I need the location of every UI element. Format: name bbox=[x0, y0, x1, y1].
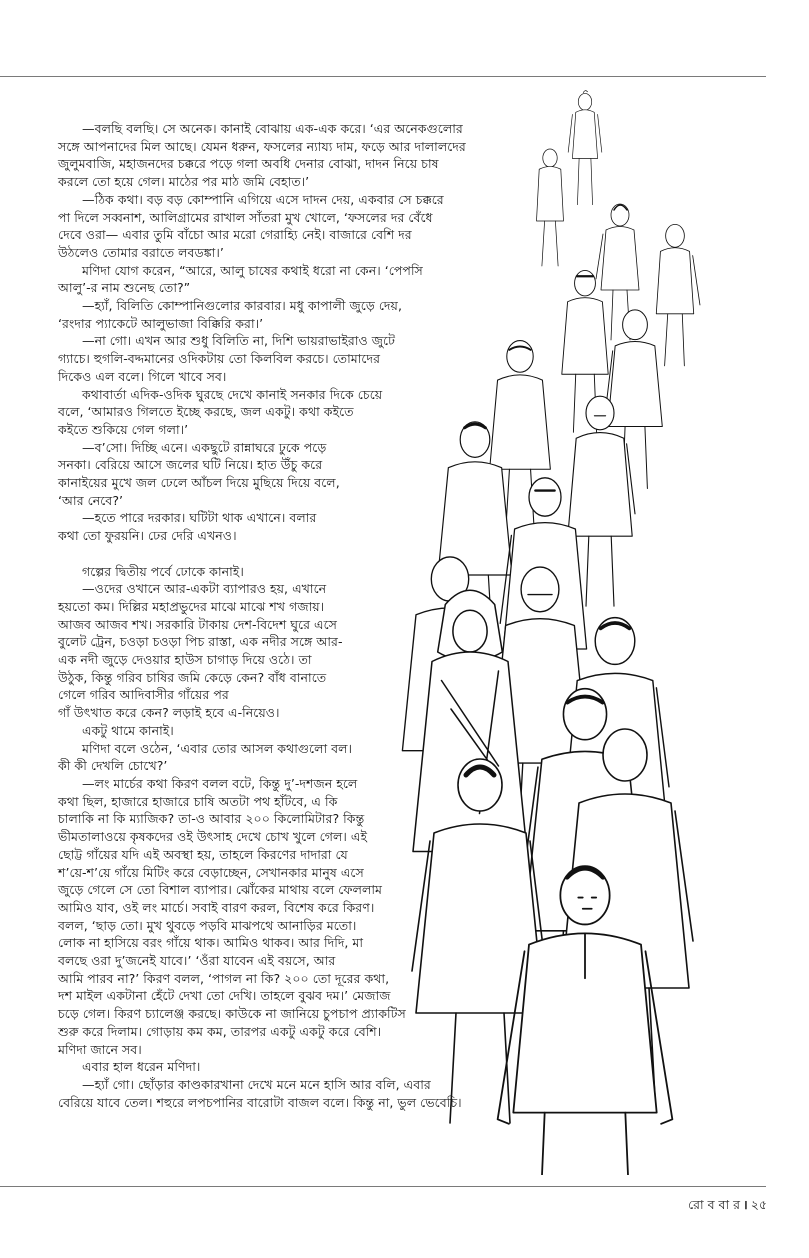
story-line: —ব’সো। দিচ্ছি এনে। একছুটে রান্নাঘরে ঢুকে পড়ে bbox=[82, 439, 327, 455]
story-line: এক নদী জুড়ে দেওয়ার হাউস চাগাড় দিয়ে ওঠে। তা bbox=[58, 652, 312, 668]
section-break-line: গল্পের দ্বিতীয় পর্বে ঢোকে কানাই। bbox=[82, 563, 244, 579]
bottom-rule bbox=[0, 1186, 766, 1187]
story-line: —ওদের ওখানে আর-একটা ব্যাপারও হয়, এখানে bbox=[82, 581, 327, 597]
story-line: মণিদা যোগ করেন, “আরে, আলু চাষের কথাই ধরো না কেন। ‘পেপসি bbox=[82, 262, 423, 278]
story-line: জুলুমবাজি, মহাজনদের চক্করে পড়ে গলা অবধি দেনার বোঝা, দাদন নিয়ে চাষ bbox=[58, 156, 439, 172]
story-line: হয়তো কম। দিল্লির মহাপ্রভুদের মাঝে মাঝে শখ গজায়। bbox=[58, 598, 325, 614]
story-line: জুড়ে গেলে সে তো বিশাল ব্যাপার। ঝোঁকের মাথায় বলে ফেললাম bbox=[58, 882, 382, 898]
story-line: এবার হাল ধরেন মণিদা। bbox=[82, 1059, 201, 1075]
story-line: আমিও যাব, ওই লং মার্চে। সবাই বারণ করল, বিশেষ করে কিরণ। bbox=[58, 899, 375, 915]
story-line: কথা ছিল, হাজারে হাজারে চাষি অতটা পথ হাঁটবে, এ কি bbox=[58, 793, 338, 809]
story-line: বলছে ওরা দু’জনেই যাবে।’ ‘ওঁরা যাবেন এই বয়সে, আর bbox=[58, 953, 336, 969]
story-line: বলল, ‘ছাড় তো। মুখ থুবড়ে পড়বি মাঝপথে আনাড়ির মতো। bbox=[58, 917, 357, 933]
story-line: কথা তো ফুরয়নি। ঢের দেরি এখনও। bbox=[58, 528, 237, 544]
page-number: ২৫ bbox=[750, 1197, 767, 1212]
story-line: চালাকি না কি ম্যাজিক? তা-ও আবার ২০০ কিলোমিটার? কিন্তু bbox=[58, 811, 365, 827]
story-line: কানাইয়ের মুখে জল ঢেলে আঁচল দিয়ে মুছিয়ে দিয়ে বলে, bbox=[58, 475, 340, 491]
story-line: ছোট্ট গাঁয়ের যদি এই অবস্থা হয়, তাহলে কিরণের দাদারা যে bbox=[58, 846, 348, 862]
story-line: লোক না হাসিয়ে বরং গাঁয়ে থাক। আমিও থাকব। আর দিদি, মা bbox=[58, 935, 364, 951]
figure-far-2 bbox=[537, 149, 564, 266]
story-line: সঙ্গে আপনাদের মিল আছে। যেমন ধরুন, ফসলের ন্যায্য দাম, ফড়ে আর দালালদের bbox=[58, 138, 466, 154]
story-line: —ঠিক কথা। বড় বড় কোম্পানি এগিয়ে এসে দাদন দেয়, একবার সে চক্করে bbox=[82, 191, 444, 207]
story-line: —হতে পারে দরকার। ঘটিটা থাক এখানে। বলার bbox=[82, 510, 317, 526]
story-line: —হ্যাঁ, বিলিতি কোম্পানিগুলোর কারবার। মধু কাপালী জুড়ে দেয়, bbox=[82, 298, 402, 314]
story-line: বুলেট ট্রেন, চওড়া চওড়া পিচ রাস্তা, এক নদীর সঙ্গে আর- bbox=[58, 634, 343, 650]
story-line: মণিদা জানে সব। bbox=[58, 1041, 142, 1057]
story-line: ‘রংদার প্যাকেটে আলুভাজা বিক্কিরি করা।’ bbox=[58, 315, 264, 331]
story-line: গেলে গরিব আদিবাসীর গাঁয়ের পর bbox=[58, 687, 229, 703]
publication-name: রো ব বা র bbox=[688, 1197, 740, 1212]
story-line: আমি পারব না?’ কিরণ বলল, ‘পাগল না কি? ২০০ তো দূরের কথা, bbox=[58, 970, 390, 986]
footer-separator: । bbox=[743, 1197, 748, 1212]
story-line: বলে, ‘আমারও গিলতে ইচ্ছে করছে, জল একটু। কথা কইতে bbox=[58, 404, 354, 420]
story-line: চড়ে গেল। কিরণ চ্যালেঞ্জ করছে। কাউকে না জানিয়ে চুপচাপ প্র্যাকটিস bbox=[58, 1006, 406, 1022]
story-line: শ’য়ে-শ’য়ে গাঁয়ে মিটিং করে বেড়াচ্ছেন, সেখানকার মানুষ এসে bbox=[58, 864, 364, 880]
page-footer bbox=[688, 1196, 767, 1217]
figure-far-4 bbox=[656, 224, 700, 365]
story-line: ভীমতালাওয়ে কৃষকদের ওই উৎসাহ দেখে চোখ খুলে গেল। এই bbox=[58, 829, 367, 845]
story-line: আলু’-র নাম শুনেছ তো?” bbox=[58, 280, 191, 296]
story-line: —না গো। এখন আর শুধু বিলিতি না, দিশি ভায়রাভাইরাও জুটে bbox=[82, 333, 395, 349]
story-line: দশ মাইল একটানা হেঁটে দেখা তো দেখি। তাহলে বুঝব দম।’ মেজাজ bbox=[58, 988, 391, 1004]
story-line: একটু থামে কানাই। bbox=[82, 722, 174, 738]
story-line: করলে তো হয়ে গেল। মাঠের পর মাঠ জমি বেহাত।’ bbox=[58, 174, 310, 190]
story-line: শুরু করে দিলাম। গোড়ায় কম কম, তারপর একটু একটু করে বেশি। bbox=[58, 1023, 382, 1039]
story-line: দেবে ওরা— এবার তুমি বাঁচো আর মরো গেরাহ্যি নেই। বাজারে বেশি দর bbox=[58, 227, 412, 243]
story-line: কী কী দেখলি চোখে?’ bbox=[58, 758, 168, 774]
story-line: —বলছি বলছি। সে অনেক। কানাই বোঝায় এক-এক করে। ‘এর অনেকগুলোর bbox=[82, 121, 463, 136]
figure-far-1 bbox=[568, 91, 602, 205]
story-line: কথাবার্তা এদিক-ওদিক ঘুরছে দেখে কানাই সনকার দিকে চেয়ে bbox=[82, 386, 383, 402]
story-text bbox=[58, 120, 508, 1111]
story-line: —হ্যাঁ গো। ছোঁড়ার কাণ্ডকারখানা দেখে মনে মনে হাসি আর বলি, এবার bbox=[82, 1076, 431, 1092]
story-line: গাঁ উৎখাত করে কেন? লড়াই হবে এ-নিয়েও। bbox=[58, 705, 280, 721]
story-line: —লং মার্চের কথা কিরণ বলল বটে, কিন্তু দু’-দশজন হলে bbox=[82, 776, 358, 791]
story-line: উঠলেও তোমার বরাতে লবডঙ্কা।’ bbox=[58, 244, 224, 260]
story-line: মণিদা বলে ওঠেন, ‘এবার তোর আসল কথাগুলো বল। bbox=[82, 740, 353, 756]
story-line: উঠুক, কিন্তু গরিব চাষির জমি কেড়ে কেন? বাঁধ বানাতে bbox=[58, 669, 327, 685]
top-rule bbox=[0, 76, 766, 77]
story-line: ‘আর নেবে?’ bbox=[58, 492, 124, 508]
story-line: বেরিয়ে যাবে তেল। শহুরে লপচপানির বারোটা বাজল বলে। কিন্তু না, ভুল ভেবেচি। bbox=[58, 1094, 462, 1110]
story-line: দিকেও এল বলে। গিলে খাবে সব। bbox=[58, 368, 227, 384]
story-line: সনকা। বেরিয়ে আসে জলের ঘটি নিয়ে। হাত উঁচু করে bbox=[58, 457, 323, 473]
story-line: পা দিলে সব্বনাশ, আলিগ্রামের রাখাল সাঁতরা মুখ খোলে, ‘ফসলের দর বেঁধে bbox=[58, 209, 433, 225]
story-line: গ্যাচে। হুগলি-বদ্দমানের ওদিকটায় তো কিলবিল করচে। তোমাদের bbox=[58, 351, 381, 367]
story-line: কইতে শুকিয়ে গেল গলা।’ bbox=[58, 421, 189, 437]
story-line: আজব আজব শখ। সরকারি টাকায় দেশ-বিদেশ ঘুরে এসে bbox=[58, 616, 338, 632]
